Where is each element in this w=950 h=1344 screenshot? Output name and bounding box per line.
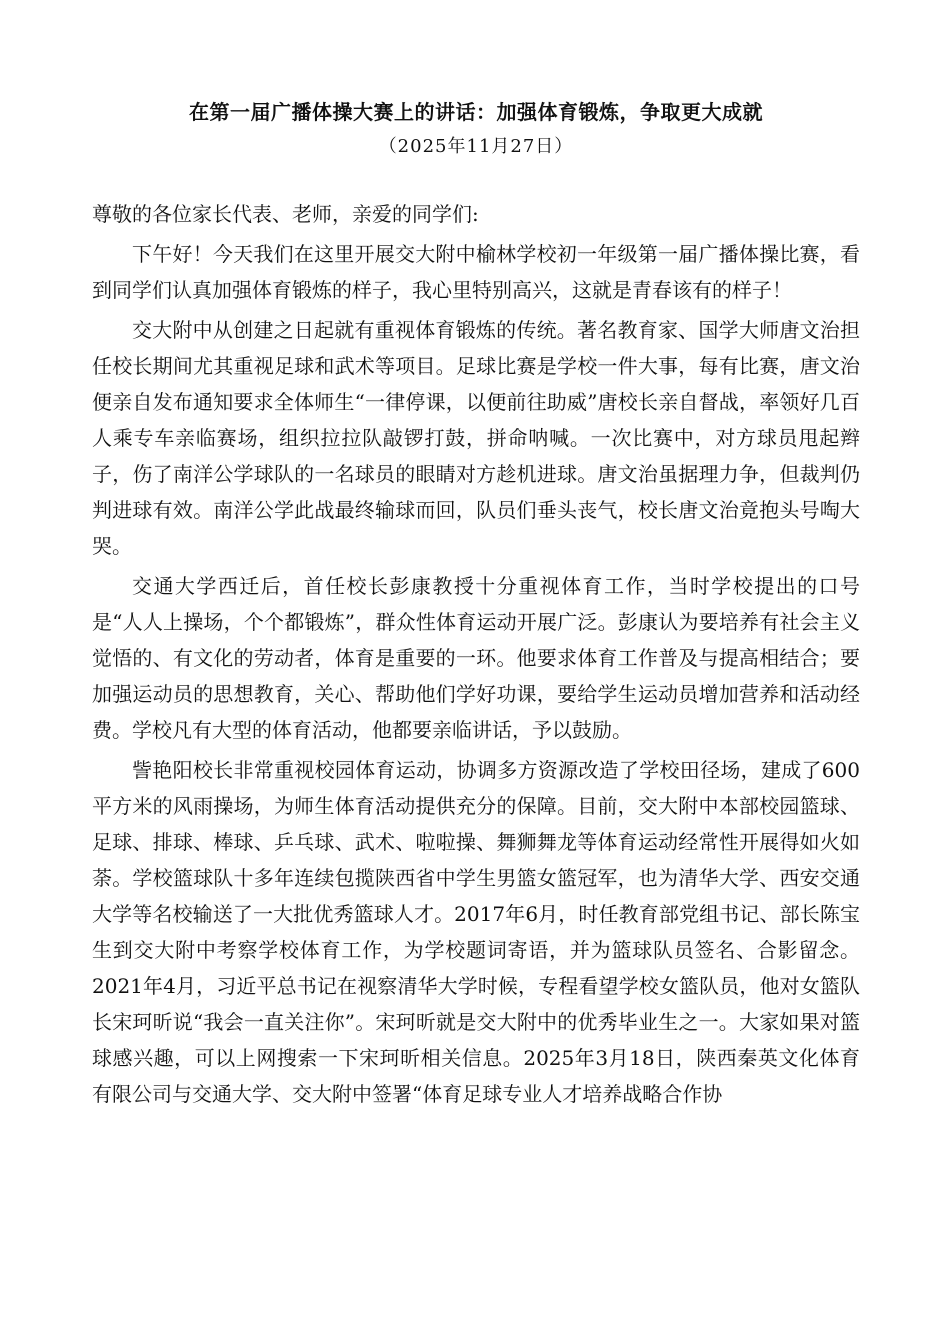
paragraph-current: 訾艳阳校长非常重视校园体育运动，协调多方资源改造了学校田径场，建成了600平方米的风雨操场，为师生体育活动提供充分的保障。目前，交大附中本部校园篮球、足球、排球、棒球、乒乓球、武术、啦啦操、舞狮舞龙等体育运动经常性开展得如火如荼。学校篮球队十多年连续包揽陕西省中学生男篮女篮冠军，也为清华大学、西安交通大学等名校输送了一大批优秀篮球人才。2017年6月，时任教育部党组书记、部长陈宝生到交大附中考察学校体育工作，为学校题词寄语，并为篮球队员签名、合影留念。2021年4月，习近平总书记在视察清华大学时候，专程看望学校女篮队员，他对女篮队长宋珂昕说“我会一直关注你”。宋珂昕就是交大附中的优秀毕业生之一。大家如果对篮球感兴趣，可以上网搜索一下宋珂昕相关信息。2025年3月18日，陕西秦英文化体育有限公司与交通大学、交大附中签署“体育足球专业人才培养战略合作协 (92, 758, 860, 1106)
salutation: 尊敬的各位家长代表、老师，亲爱的同学们: (92, 202, 479, 226)
paragraph-greeting: 下午好！今天我们在这里开展交大附中榆林学校初一年级第一届广播体操比赛，看到同学们认真加强体育锻炼的样子，我心里特别高兴，这就是青春该有的样子！ (92, 242, 860, 302)
paragraph-tradition: 交大附中从创建之日起就有重视体育锻炼的传统。著名教育家、国学大师唐文治担任校长期间尤其重视足球和武术等项目。足球比赛是学校一件大事，每有比赛，唐文治便亲自发布通知要求全体师生“一律停课，以便前往助威”唐校长亲自督战，率领好几百人乘专车亲临赛场，组织拉拉队敲锣打鼓，拼命呐喊。一次比赛中，对方球员甩起辫子，伤了南洋公学球队的一名球员的眼睛对方趁机进球。唐文治虽据理力争，但裁判仍判进球有效。南洋公学此战最终输球而回，队员们垂头丧气，校长唐文治竟抱头号啕大哭。 (92, 318, 860, 558)
document-date: （2025年11月27日） (378, 136, 574, 157)
document-page (92, 96, 860, 1112)
paragraph-relocation: 交通大学西迁后，首任校长彭康教授十分重视体育工作，当时学校提出的口号是“人人上操场，个个都锻炼”，群众性体育运动开展广泛。彭康认为要培养有社会主义觉悟的、有文化的劳动者，体育是重要的一环。他要求体育工作普及与提高相结合；要加强运动员的思想教育，关心、帮助他们学好功课，要给学生运动员增加营养和活动经费。学校凡有大型的体育活动，他都要亲临讲话，予以鼓励。 (92, 574, 860, 742)
document-title: 在第一届广播体操大赛上的讲话：加强体育锻炼，争取更大成就 (189, 100, 763, 124)
